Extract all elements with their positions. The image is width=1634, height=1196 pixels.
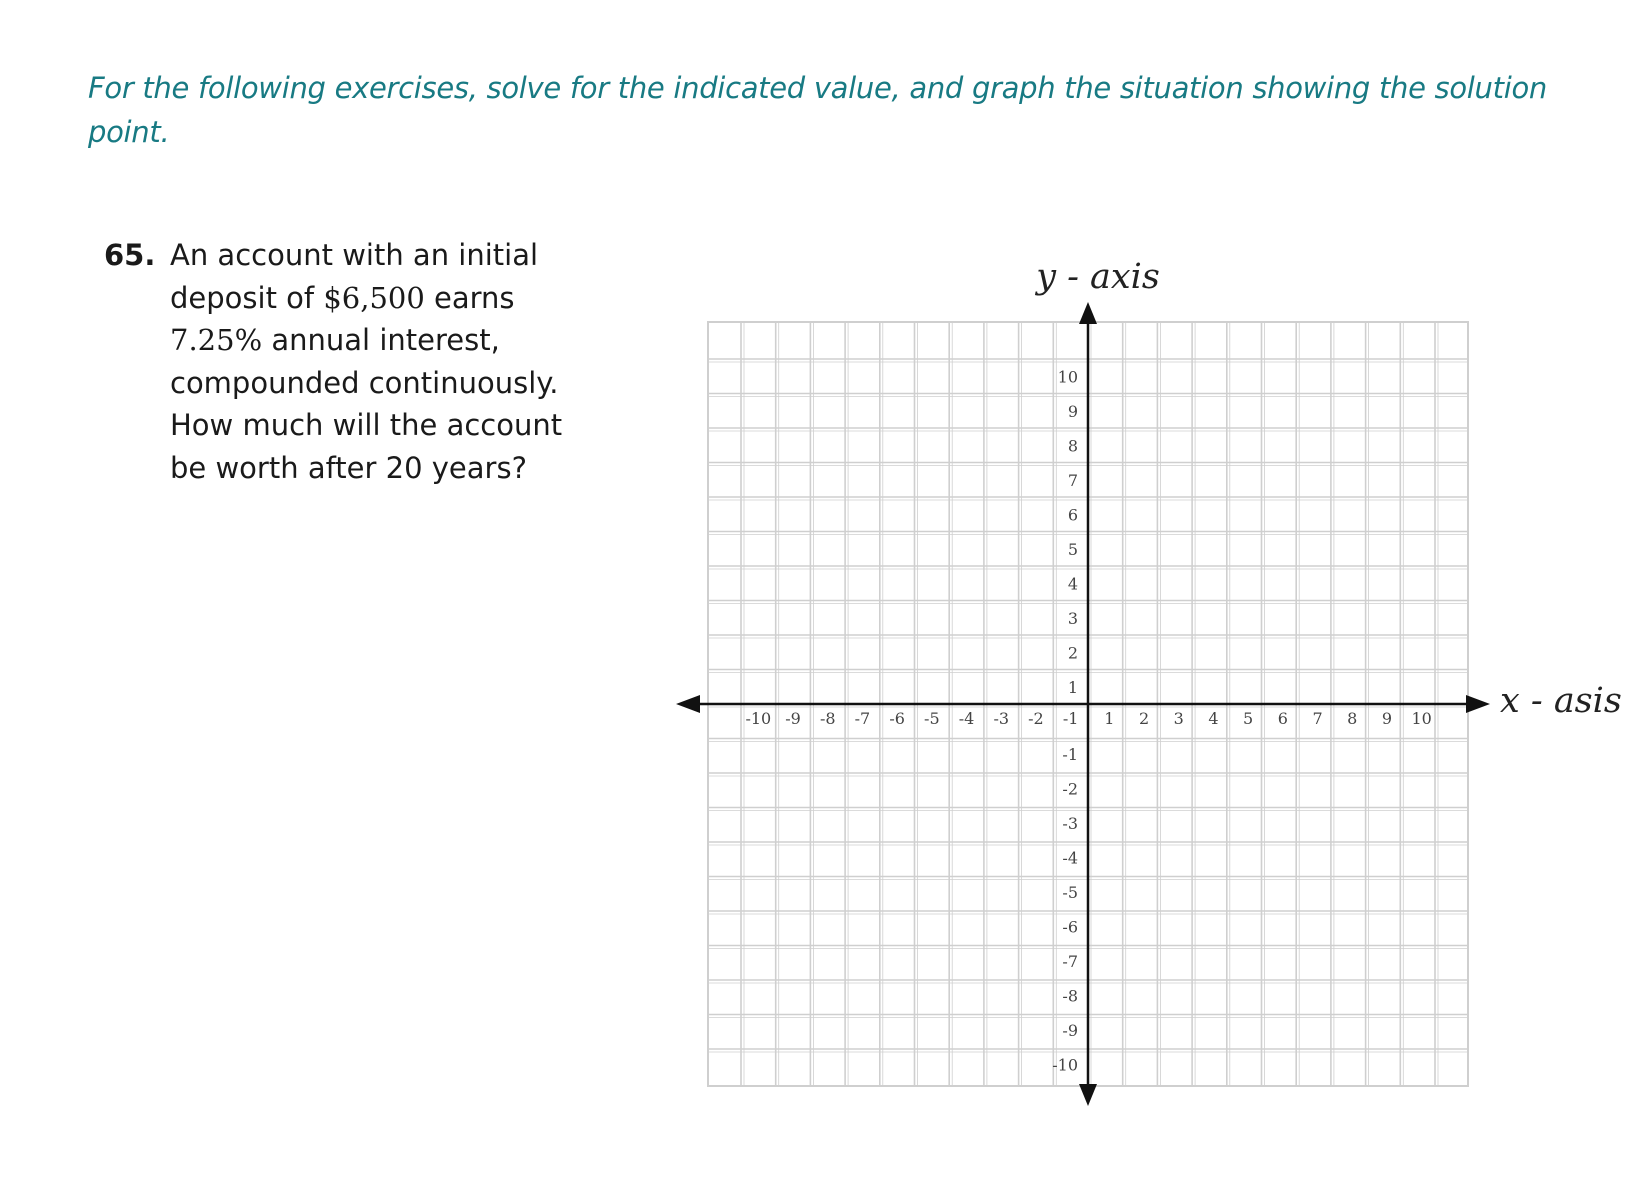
exercise-line: How much will the account (170, 408, 563, 442)
exercise-line: deposit of $6,500 earns (170, 280, 515, 315)
y-tick-label: -7 (1062, 951, 1078, 971)
y-tick-label: -6 (1062, 917, 1078, 937)
x-tick-label: 10 (1411, 709, 1432, 728)
deposit-amount: $6,500 (323, 280, 425, 315)
exercise-line: An account with an initial (170, 238, 539, 272)
interest-rate: 7.25% (170, 323, 263, 357)
x-tick-label: -5 (924, 709, 940, 728)
y-axis-down-arrow (1079, 1084, 1097, 1106)
x-tick-label: 2 (1138, 709, 1150, 728)
y-tick-label: -1 (1062, 744, 1078, 764)
y-tick-label: 7 (1067, 470, 1078, 490)
x-tick-label: 8 (1347, 709, 1358, 728)
x-tick-label: 4 (1208, 709, 1219, 728)
x-tick-label: -3 (993, 709, 1010, 728)
y-tick-label: 4 (1067, 574, 1078, 594)
y-tick-label: -3 (1062, 813, 1078, 833)
x-tick-label: -2 (1028, 709, 1044, 728)
x-axis-right-arrow (1466, 695, 1490, 713)
y-tick-label: -4 (1062, 848, 1078, 868)
x-tick-label: -4 (958, 709, 975, 728)
x-tick-label: 1 (1104, 709, 1115, 728)
axes (676, 302, 1490, 1106)
x-axis-title: x - asis (1500, 681, 1622, 721)
x-tick-label: -8 (819, 709, 836, 728)
y-tick-label: 1 (1067, 677, 1078, 697)
x-tick-label: -7 (854, 709, 871, 728)
x-tick-label: -6 (889, 709, 905, 728)
y-axis-title: y - axis (1036, 257, 1160, 297)
y-tick-label: 3 (1067, 608, 1078, 628)
y-tick-label: -8 (1062, 986, 1078, 1006)
y-tick-label: -2 (1062, 779, 1078, 799)
y-tick-label: 8 (1067, 436, 1078, 456)
x-tick-label: -9 (785, 709, 801, 728)
exercise-number: 65. (104, 238, 156, 272)
y-tick-label: 6 (1067, 505, 1078, 525)
y-tick-label: 5 (1067, 539, 1078, 559)
x-tick-label: -1 (1062, 709, 1079, 728)
y-tick-label: 9 (1067, 401, 1078, 421)
instructions-heading: For the following exercises, solve for the indicated value, and graph the situation showing the solution point. (88, 71, 1547, 149)
y-tick-label: 2 (1067, 643, 1078, 663)
y-tick-label: 10 (1057, 367, 1078, 387)
y-tick-label: -10 (1052, 1055, 1078, 1075)
x-tick-label: 3 (1173, 709, 1184, 728)
x-tick-label: 9 (1381, 709, 1393, 728)
y-tick-label: -5 (1062, 882, 1078, 902)
x-tick-label: 7 (1312, 709, 1323, 728)
x-tick-label: 5 (1243, 709, 1254, 728)
x-tick-label: 6 (1277, 709, 1288, 728)
exercise-line: compounded continuously. (170, 365, 559, 400)
y-tick-label: -9 (1062, 1020, 1078, 1040)
exercise-line: be worth after 20 years? (170, 450, 527, 485)
exercise-line: 7.25% annual interest, (170, 323, 500, 357)
y-axis-up-arrow (1079, 302, 1097, 324)
x-tick-label: -10 (745, 709, 772, 728)
x-axis-left-arrow (676, 695, 700, 713)
